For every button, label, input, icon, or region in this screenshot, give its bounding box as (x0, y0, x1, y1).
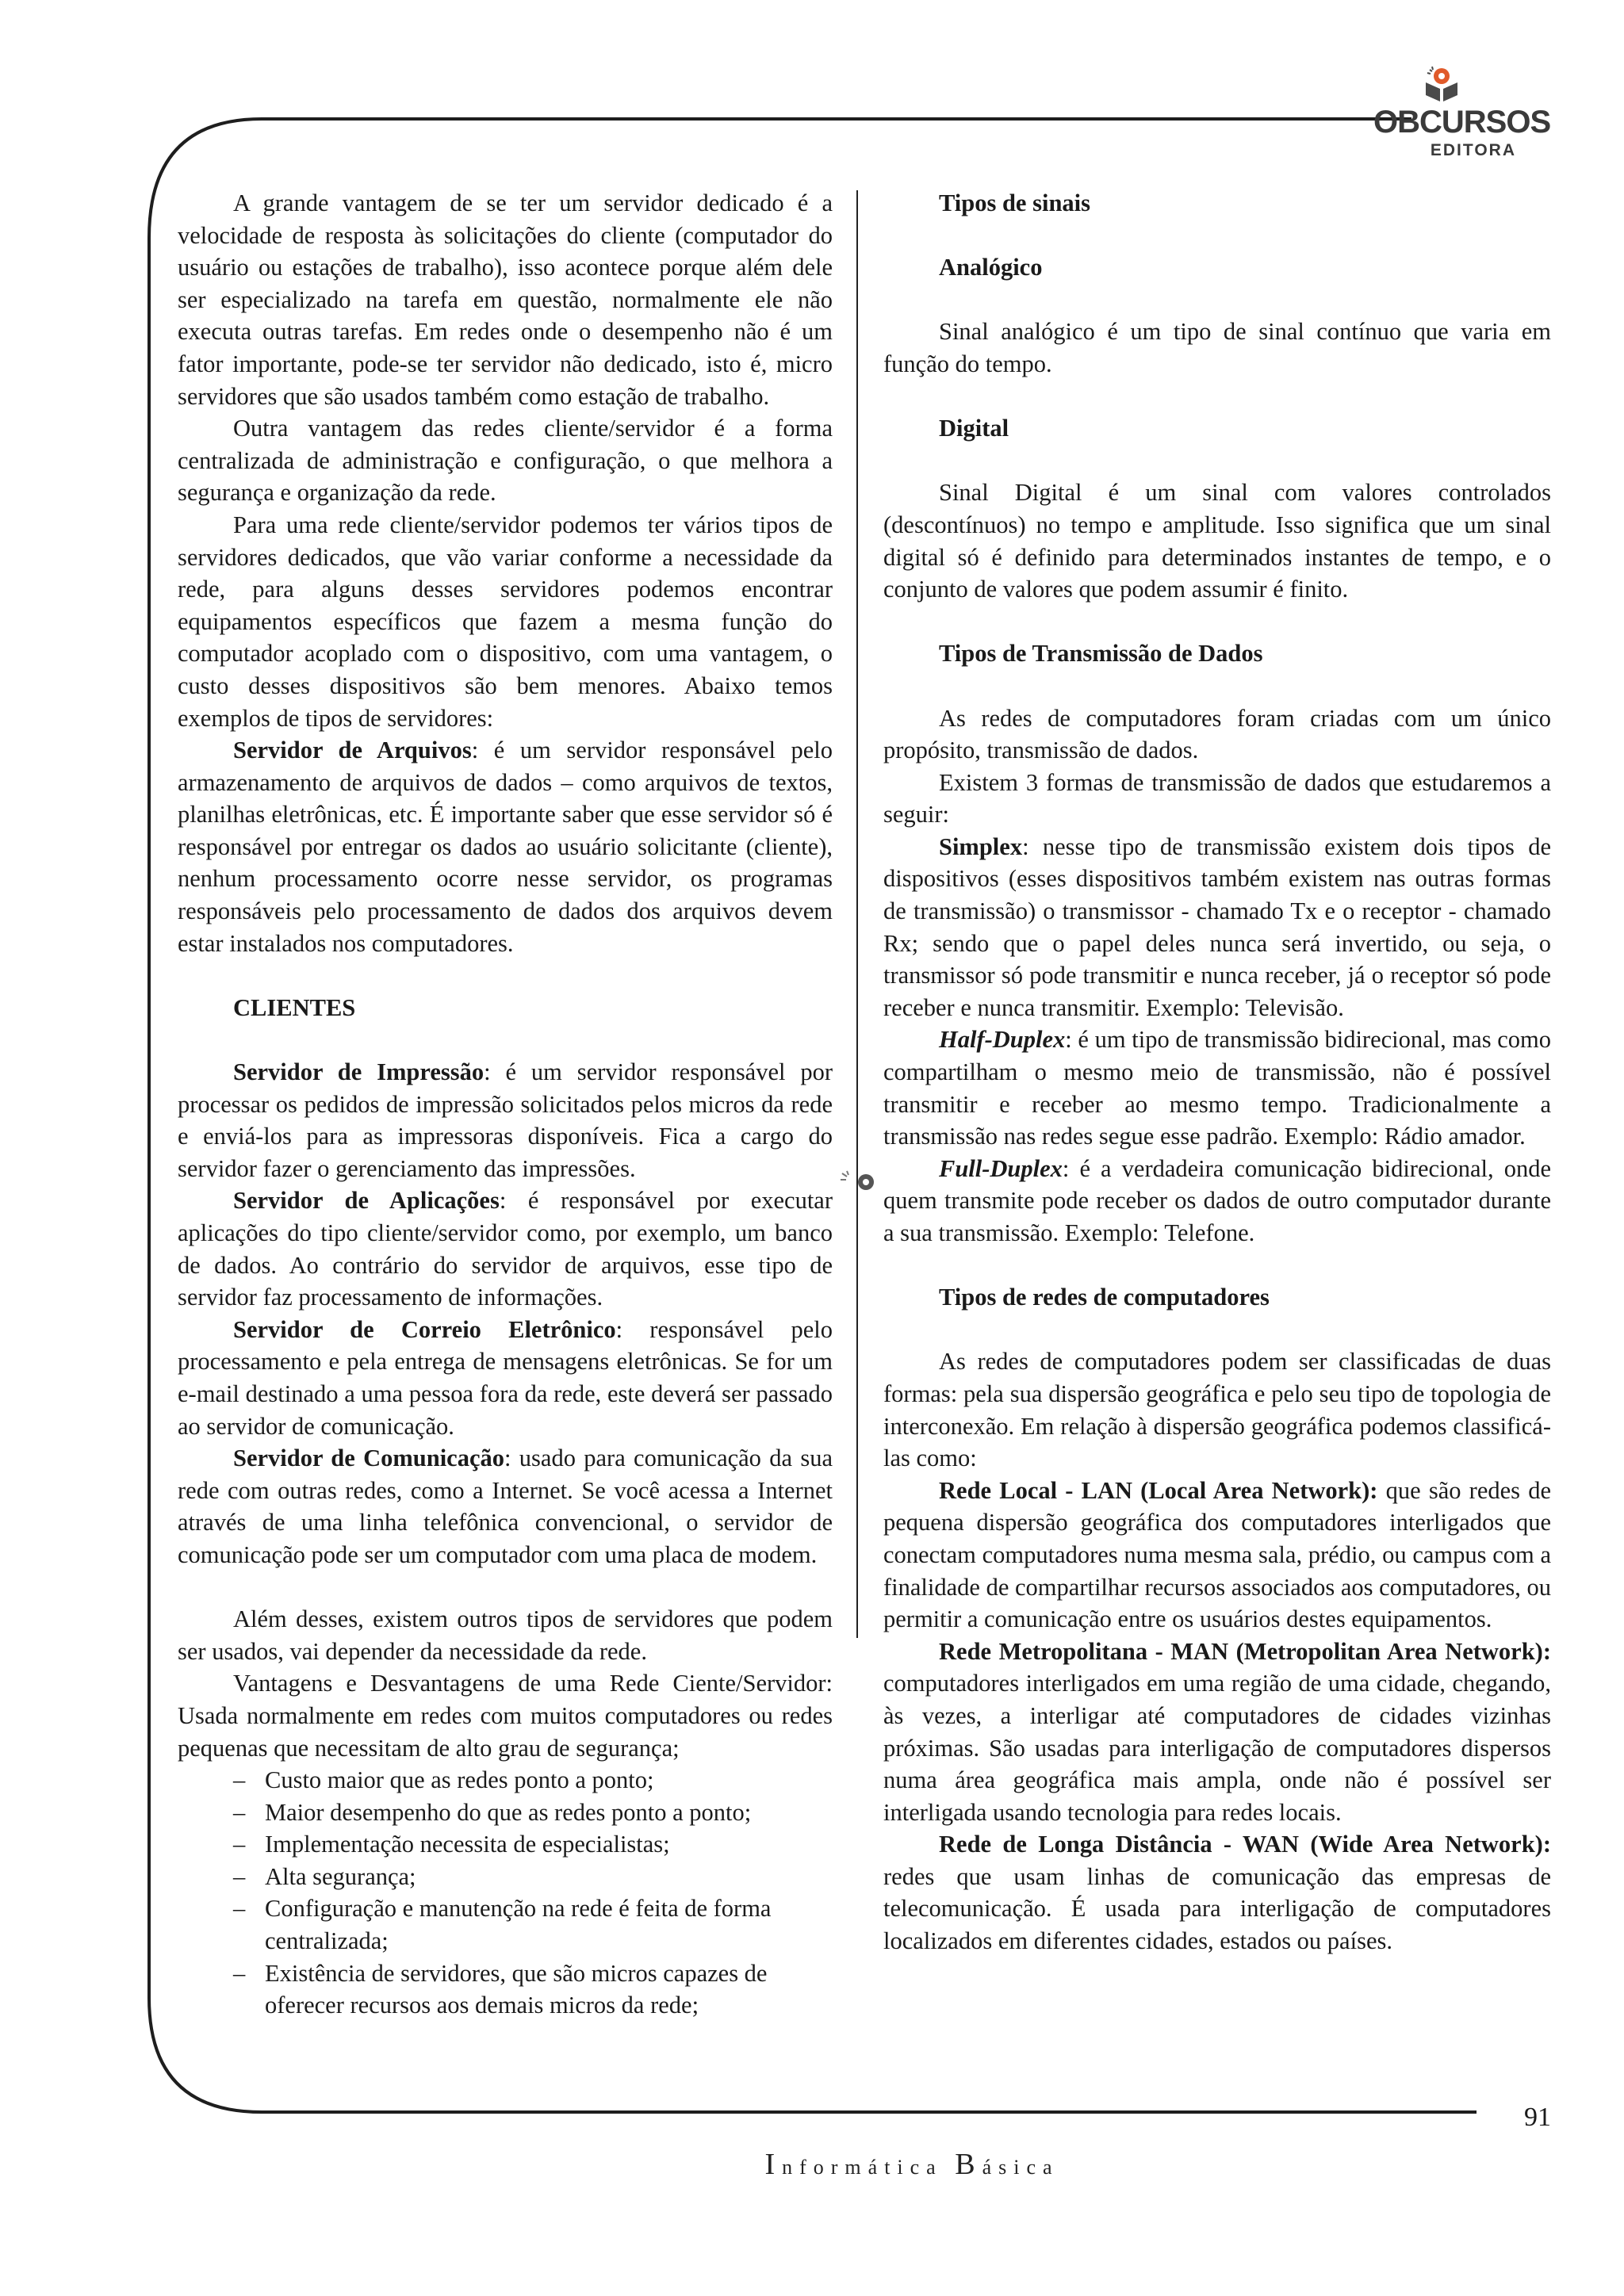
paragraph-full-duplex (883, 1153, 1551, 1249)
definition: : é responsável por executar aplicações do tipo cliente/servidor como, por exemplo, um banco de dados. Ao contrário do servidor de arquivos, esse tipo de servidor faz processamento de informações. (178, 1187, 833, 1311)
advantages-list (178, 1764, 833, 2022)
paragraph: As redes de computadores foram criadas com um único propósito, transmissão de dados. (883, 704, 1551, 764)
section-heading: Tipos de sinais (939, 189, 1090, 216)
book-gear-icon (1423, 65, 1461, 103)
footer-cap: B (955, 2148, 982, 2181)
definition: : é um tipo de transmissão bidirecional, mas como compartilham o mesmo meio de transmissão, não é possível transmitir e receber ao mesmo tempo. Tradicionalmente a transmissão nas redes segue esse padrão. Exemplo: Rádio amador. (883, 1026, 1551, 1150)
term: Full-Duplex (939, 1154, 1063, 1182)
term: Rede Local - LAN (Local Area Network): (939, 1476, 1378, 1504)
term: Rede Metropolitana - MAN (Metropolitan Area Network): (939, 1637, 1551, 1665)
publisher-logo (1373, 65, 1551, 168)
section-heading-clientes: CLIENTES (233, 993, 356, 1021)
paragraph: As redes de computadores podem ser classificadas de duas formas: pela sua dispersão geográfica e pelo seu tipo de topologia de interconexão. Em relação à dispersão geográfica podemos classificá-las como: (883, 1348, 1551, 1472)
list-item: – Custo maior que as redes ponto a ponto; (233, 1764, 833, 1797)
list-item: – Implementação necessita de especialistas; (233, 1828, 833, 1861)
paragraph-servidor-arquivos (178, 734, 833, 959)
column-divider (856, 190, 858, 1638)
footer-cap: I (764, 2148, 783, 2181)
paragraph-servidor-aplicacoes (178, 1184, 833, 1313)
list-item: – Existência de servidores, que são micros capazes de oferecer recursos aos demais micros da rede; (233, 1957, 833, 2022)
paragraph: Outra vantagem das redes cliente/servidor é a forma centralizada de administração e configuração, o que melhora a segurança e organização da rede. (178, 415, 833, 507)
definition: redes que usam linhas de comunicação das empresas de telecomunicação. É usada para interligação de computadores localizados em diferentes cidades, estados ou países. (883, 1862, 1551, 1955)
paragraph-lan (883, 1475, 1551, 1636)
paragraph: Sinal Digital é um sinal com valores controlados (descontínuos) no tempo e amplitude. Isso significa que um sinal digital só é definido para determinados instantes de tempo, e o conjunto de valores que podem assumir é finito. (883, 479, 1551, 603)
paragraph-man (883, 1636, 1551, 1829)
paragraph: Sinal analógico é um tipo de sinal contínuo que varia em função do tempo. (883, 318, 1551, 377)
paragraph-servidor-comunicacao (178, 1442, 833, 1571)
paragraph: Existem 3 formas de transmissão de dados que estudaremos a seguir: (883, 768, 1551, 828)
brand-name: OBCURSOS (1373, 105, 1551, 140)
paragraph: A grande vantagem de se ter um servidor dedicado é a velocidade de resposta às solicitações do cliente (computador do usuário ou estações de trabalho), isso acontece porque além dele ser especializado na tarefa em questão, normalmente ele não executa outras tarefas. Em redes onde o desempenho não é um fator importante, pode-se ter servidor não dedicado, isto é, micro servidores que são usados também como estação de trabalho. (178, 189, 833, 410)
paragraph-servidor-correio (178, 1314, 833, 1442)
paragraph-servidor-impressao (178, 1056, 833, 1184)
term: Servidor de Impressão (233, 1058, 485, 1086)
brand-subtitle: EDITORA (1430, 141, 1516, 159)
paragraph: Vantagens e Desvantagens de uma Rede Ciente/Servidor: Usada normalmente em redes com muitos computadores ou redes pequenas que necessitam de alto grau de segurança; (178, 1670, 833, 1762)
term: Half-Duplex (939, 1026, 1066, 1054)
term: Servidor de Arquivos (233, 737, 472, 764)
list-item: – Alta segurança; (233, 1861, 833, 1893)
paragraph-simplex (883, 831, 1551, 1024)
term: Rede de Longa Distância - WAN (Wide Area Network): (939, 1831, 1551, 1858)
paragraph-wan (883, 1828, 1551, 1957)
paragraph-half-duplex (883, 1024, 1551, 1152)
footer-word: ásica (982, 2156, 1059, 2179)
definition: : responsável pelo processamento e pela entrega de mensagens eletrônicas. Se for um e-mail destinado a uma pessoa fora da rede, este deverá ser passado ao servidor de comunicação. (178, 1315, 833, 1440)
definition: : usado para comunicação da sua rede com outras redes, como a Internet. Se você acessa a Internet através de uma linha telefônica convencional, o servidor de comunicação pode ser um computador com uma placa de modem. (178, 1445, 833, 1568)
list-item: – Configuração e manutenção na rede é feita de forma centralizada; (233, 1892, 833, 1957)
section-heading: Tipos de redes de computadores (939, 1284, 1270, 1311)
section-heading: Digital (939, 415, 1009, 442)
term: Servidor de Correio Eletrônico (233, 1315, 616, 1343)
term: Simplex (939, 832, 1023, 860)
section-heading: Analógico (939, 254, 1043, 281)
footer-word: nformática (782, 2156, 943, 2179)
term: Servidor de Comunicação (233, 1445, 504, 1472)
definition: : nesse tipo de transmissão existem dois tipos de dispositivos (esses dispositivos também existem nas outras formas de transmissão) o transmissor - chamado Tx e o receptor - chamado Rx; sendo que o papel deles nunca será invertido, ou seja, o transmissor só pode transmitir e nunca receber, já o receptor só pode receber e nunca transmitir. Exemplo: Televisão. (883, 832, 1551, 1021)
definition: computadores interligados em uma região de uma cidade, chegando, às vezes, a interligar até computadores de cidades vizinhas próximas. São usadas para interligação de computadores dispersos numa área geográfica mais ampla, onde não é possível ser interligada usando tecnologia para redes locais. (883, 1670, 1551, 1826)
page-number: 91 (1524, 2103, 1551, 2132)
definition: : é um servidor responsável por processar os pedidos de impressão solicitados pelos micros da rede e enviá-los para as impressoras disponíveis. Fica a cargo do servidor fazer o gerenciamento das impressões. (178, 1058, 833, 1182)
definition: : é um servidor responsável pelo armazenamento de arquivos de dados – como arquivos de textos, planilhas eletrônicas, etc. É importante saber que esse servidor só é responsável por entregar os dados ao usuário solicitante (cliente), nenhum processamento ocorre nesse servidor, os programas responsáveis pelo processamento de dados dos arquivos devem estar instalados nos computadores. (178, 737, 833, 957)
definition: : é a verdadeira comunicação bidirecional, onde quem transmite pode receber os dados de outro computador durante a sua transmissão. Exemplo: Telefone. (883, 1154, 1551, 1246)
list-item: – Maior desempenho do que as redes ponto a ponto; (233, 1797, 833, 1829)
right-column (883, 187, 1551, 1957)
section-heading: Tipos de Transmissão de Dados (939, 640, 1263, 668)
paragraph: Além desses, existem outros tipos de servidores que podem ser usados, vai depender da necessidade da rede. (178, 1605, 833, 1665)
binder-mark-icon (839, 1170, 875, 1191)
definition: que são redes de pequena dispersão geográfica dos computadores interligados que conectam computadores numa mesma sala, prédio, ou campus com a finalidade de compartilhar recursos associados aos computadores, ou permitir a comunicação entre os usuários destes equipamentos. (883, 1476, 1551, 1633)
left-column (178, 187, 833, 2022)
term: Servidor de Aplicações (233, 1187, 500, 1215)
footer-title (714, 2147, 1110, 2182)
paragraph: Para uma rede cliente/servidor podemos ter vários tipos de servidores dedicados, que vão variar conforme a necessidade da rede, para alguns desses servidores podemos encontrar equipamentos específicos que fazem a mesma função do computador acoplado com o dispositivo, com uma vantagem, o custo desses dispositivos são bem menores. Abaixo temos exemplos de tipos de servidores: (178, 511, 833, 732)
